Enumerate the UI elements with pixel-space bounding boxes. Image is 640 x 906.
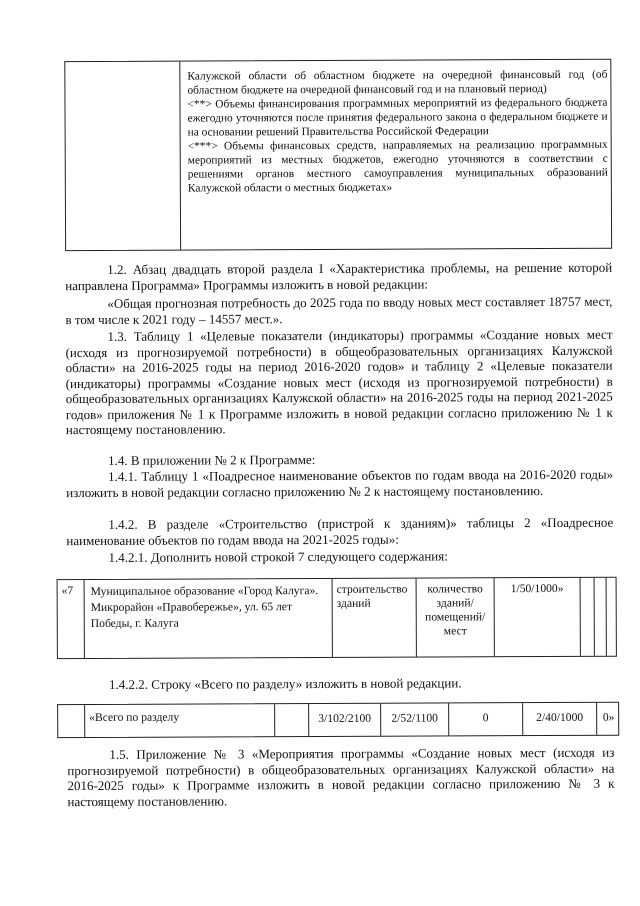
paragraph-1-2: 1.2. Абзац двадцать второй раздела I «Характеристика проблемы, на решение которой направлена Программа» Программы изложить в новой редакции: (65, 259, 613, 293)
row7-number: «7 (61, 584, 74, 598)
total-row-empty-cell (274, 704, 308, 736)
row7-empty-cell (594, 578, 606, 656)
row7-type: строительство зданий (332, 579, 416, 657)
footnote-local: <***> Объемы финансовых средств, направляемых на реализацию программных мероприятий из местных бюджетов, ежегодно уточняются в соответствии с решениями органов местного самоуправления муниципальных образований Калужской области о местных бюджетах» (187, 138, 608, 195)
total-row-label: «Всего по разделу (84, 704, 274, 737)
paragraph-1-4-1: 1.4.1. Таблицу 1 «Поадресное наименование объектов по годам ввода на 2016-2020 годы» изложить в новой редакции согласно приложению № 2 к настоящему постановлению. (66, 466, 614, 500)
top-table (64, 59, 612, 251)
total-row-value-2: 2/52/1100 (380, 703, 448, 735)
paragraph-1-3: 1.3. Таблицу 1 «Целевые показатели (индикаторы) программы «Создание новых мест (исходя из прогнозируемой потребности) в общеобразовательных организациях Калужской области» на 2016-2025 годы на период 2016-2020 годов» и таблицу 2 «Целевые показатели (индикаторы) программы «Создание новых мест (исходя из прогнозируемой потребности) в общеобразовательных организациях Калужской области» на 2016-2025 годы на период 2021-2025 годов» приложения № 1 к Программе изложить в новой редакции согласно приложению № 1 к настоящему постановлению. (65, 326, 613, 438)
row7-value: 1/50/1000» (494, 578, 580, 656)
paragraph-1-4-2: 1.4.2. В разделе «Строительство (пристрой к зданиям)» таблицы 2 «Поадресное наименование объектов по годам ввода на 2021-2025 годы»: (66, 514, 614, 548)
total-row-table (57, 702, 619, 738)
row7-table (57, 577, 617, 659)
total-row-empty-cell (58, 705, 84, 737)
paragraph-1-4-2-1: 1.4.2.1. Дополнить новой строкой 7 следующего содержания: (108, 548, 448, 565)
row7-measure: количество зданий/ помещений/ мест (416, 578, 494, 656)
footnote-budget: Калужской области об областном бюджете на очередной финансовый год (об областном бюджете на очередной финансовый год и на плановый период) (187, 68, 608, 97)
total-row-value-4: 2/40/1000 (522, 703, 596, 735)
paragraph-1-4-2-2: 1.4.2.2. Строку «Всего по разделу» изложить в новой редакции. (108, 675, 462, 692)
paragraph-1-5: 1.5. Приложение № 3 «Мероприятия программы «Создание новых мест (исходя из прогнозируемой потребности) в общеобразовательных организациях Калужской области» на 2016-2025 годы» к Программе изложить в новой редакции согласно приложению № 3 к настоящему постановлению. (67, 744, 615, 809)
table-column-divider (179, 62, 181, 250)
footnote-federal: <**> Объемы финансирования программных мероприятий из федерального бюджета ежегодно уточняются после принятия федерального закона о федеральном бюджете и на основании решений Правительства Российской Федерации (187, 96, 608, 139)
row7-object: Муниципальное образование «Город Калуга». Микрорайон «Правобережье», ул. 65 лет Победы, г. Калуга (84, 579, 332, 658)
total-row-value-5: 0» (596, 703, 620, 735)
total-row-value-3: 0 (448, 703, 522, 735)
total-row-value-1: 3/102/2100 (308, 704, 380, 736)
row7-empty-cell (606, 578, 618, 656)
paragraph-quote: «Общая прогнозная потребность до 2025 года по вводу новых мест составляет 18757 мест, в том числе к 2021 году – 14557 мест.». (65, 293, 613, 327)
row7-empty-cell (580, 578, 594, 656)
top-table-cell (187, 68, 608, 196)
paragraph-1-4: 1.4. В приложении № 2 к Программе: (108, 452, 316, 468)
